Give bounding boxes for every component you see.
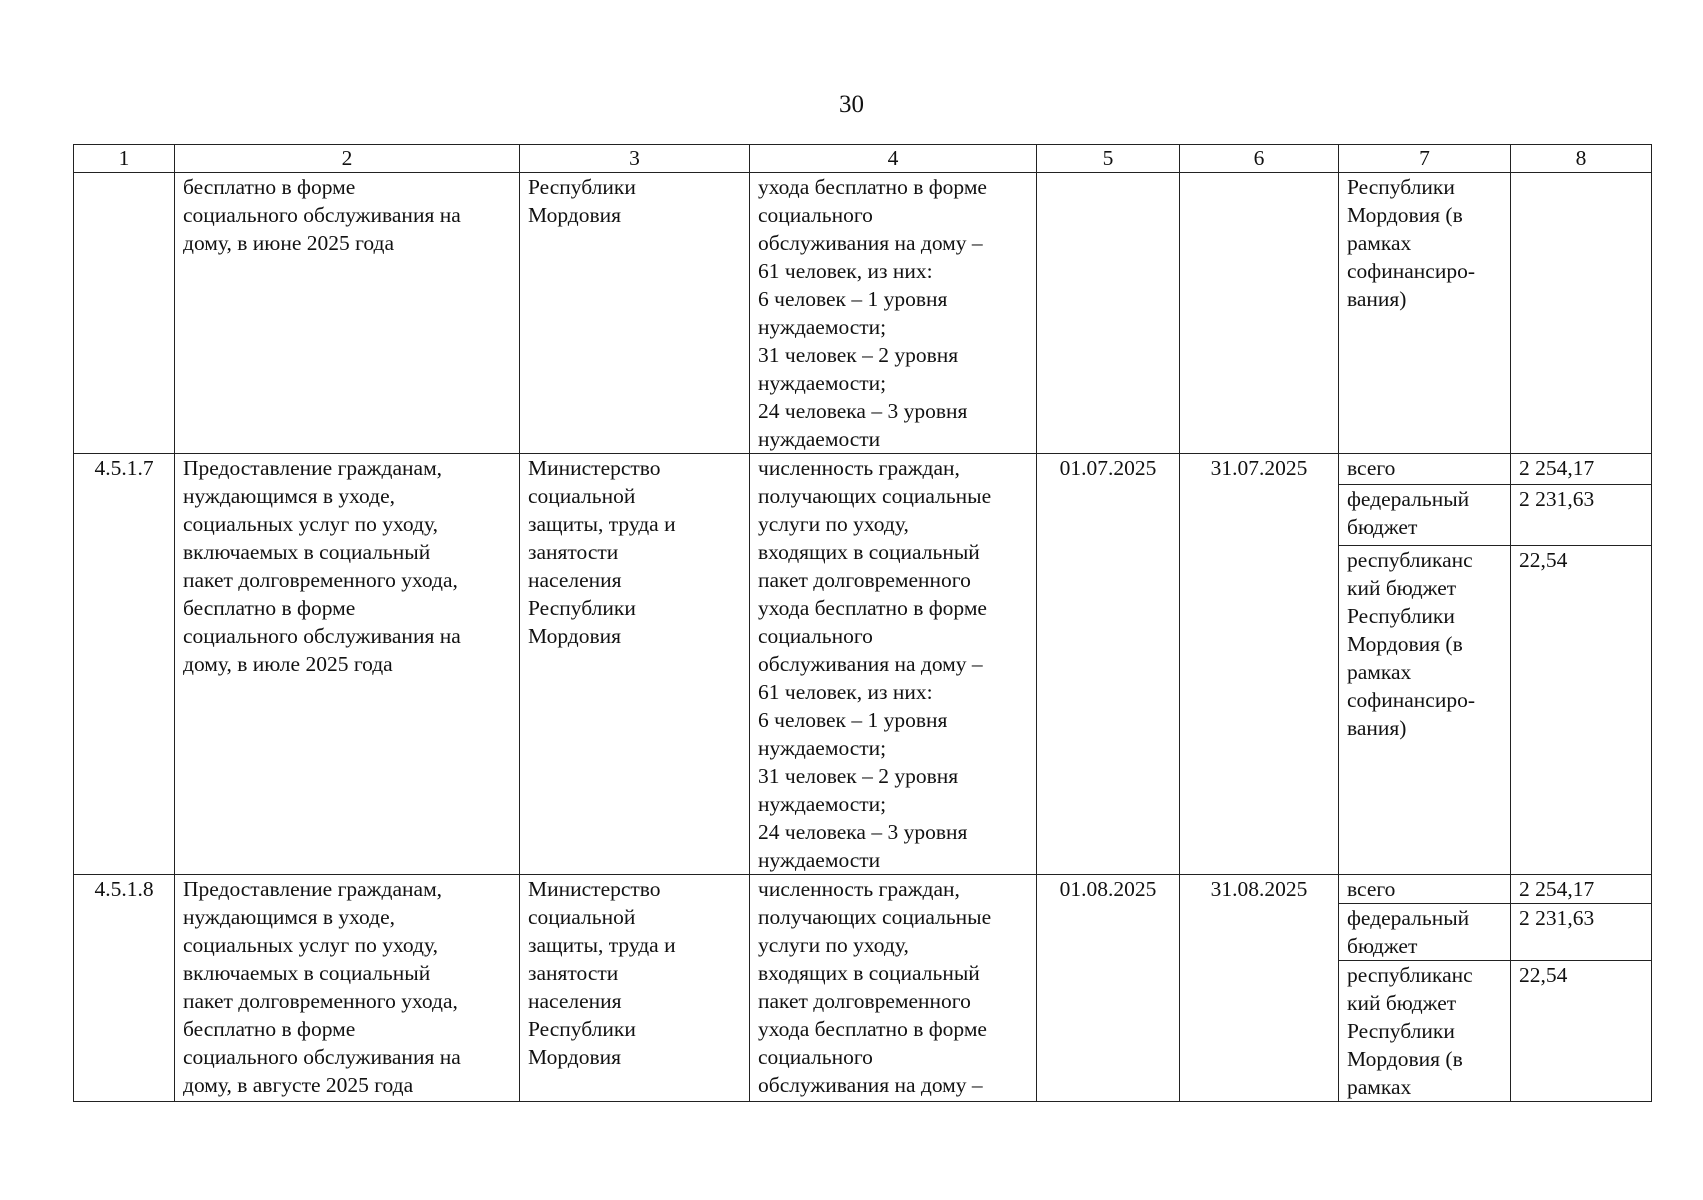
- measure-name: [175, 875, 520, 1102]
- funding-amount: [1511, 173, 1652, 454]
- text-line: Предоставление гражданам,: [183, 456, 443, 480]
- text-line: Республики: [1347, 1019, 1455, 1043]
- table-row: [74, 875, 1652, 904]
- funding-amount: 22,54: [1511, 961, 1652, 1102]
- text-line: нуждаемости: [758, 427, 881, 451]
- text-line: входящих в социальный: [758, 961, 980, 985]
- executor: [520, 173, 750, 454]
- column-header: 7: [1339, 145, 1511, 173]
- text-line: нуждаемости: [758, 848, 881, 872]
- funding-source: [1339, 875, 1511, 904]
- indicator: [750, 173, 1037, 454]
- start-date: 01.08.2025: [1037, 875, 1180, 1102]
- funding-source: [1339, 904, 1511, 961]
- text-line: Республики: [1347, 175, 1455, 199]
- text-line: 31 человек – 2 уровня: [758, 343, 959, 367]
- text-line: нуждаемости;: [758, 792, 887, 816]
- text-line: 31 человек – 2 уровня: [758, 764, 959, 788]
- text-line: нуждаемости;: [758, 736, 887, 760]
- text-line: республиканс: [1347, 963, 1473, 987]
- text-line: получающих социальные: [758, 905, 992, 929]
- column-header: 5: [1037, 145, 1180, 173]
- measure-number: [74, 173, 175, 454]
- text-line: 6 человек – 1 уровня: [758, 287, 948, 311]
- text-line: софинансиро-: [1347, 259, 1475, 283]
- text-line: бесплатно в форме: [183, 596, 356, 620]
- text-line: Республики: [528, 1017, 636, 1041]
- text-line: вания): [1347, 716, 1407, 741]
- indicator: [750, 875, 1037, 1102]
- column-header: 2: [175, 145, 520, 173]
- page-number: 30: [839, 91, 864, 118]
- table-row: [74, 454, 1652, 485]
- column-number-row: [74, 145, 1652, 173]
- text-line: ухода бесплатно в форме: [758, 175, 987, 199]
- funding-amount: 22,54: [1511, 546, 1652, 875]
- text-line: социального обслуживания на: [183, 203, 461, 227]
- text-line: Министерство: [528, 877, 661, 901]
- end-date: 31.08.2025: [1180, 875, 1339, 1102]
- column-header: 6: [1180, 145, 1339, 173]
- text-line: занятости: [528, 540, 619, 564]
- text-line: ухода бесплатно в форме: [758, 1017, 987, 1041]
- funding-amount: 2 231,63: [1511, 485, 1652, 546]
- text-line: рамках: [1347, 1075, 1412, 1099]
- text-line: кий бюджет: [1347, 991, 1457, 1015]
- executor: [520, 875, 750, 1102]
- indicator: [750, 454, 1037, 875]
- funding-source: [1339, 961, 1511, 1102]
- funding-source: [1339, 454, 1511, 485]
- text-line: социальной: [528, 484, 636, 508]
- funding-amount: 2 254,17: [1511, 875, 1652, 904]
- text-line: 6 человек – 1 уровня: [758, 708, 948, 732]
- measure-number: 4.5.1.7: [74, 454, 175, 875]
- text-line: ухода бесплатно в форме: [758, 596, 987, 620]
- text-line: социального: [758, 1045, 873, 1069]
- end-date: [1180, 173, 1339, 454]
- text-line: 24 человека – 3 уровня: [758, 399, 968, 423]
- text-line: федеральный: [1347, 906, 1470, 930]
- end-date: 31.07.2025: [1180, 454, 1339, 875]
- text-line: нуждаемости;: [758, 315, 887, 339]
- text-line: социальных услуг по уходу,: [183, 512, 438, 536]
- text-line: Министерство: [528, 456, 661, 480]
- text-line: включаемых в социальный: [183, 961, 431, 985]
- text-line: включаемых в социальный: [183, 540, 431, 564]
- text-line: численность граждан,: [758, 456, 960, 480]
- text-line: нуждаемости;: [758, 371, 887, 395]
- text-line: Мордовия (в: [1347, 203, 1463, 227]
- text-line: пакет долговременного: [758, 568, 971, 592]
- text-line: всего: [1347, 456, 1396, 480]
- text-line: пакет долговременного ухода,: [183, 568, 458, 592]
- text-line: получающих социальные: [758, 484, 992, 508]
- text-line: бюджет: [1347, 515, 1418, 540]
- executor: [520, 454, 750, 875]
- text-line: защиты, труда и: [528, 512, 676, 536]
- text-line: Мордовия: [528, 203, 622, 227]
- text-line: защиты, труда и: [528, 933, 676, 957]
- funding-amount: 2 231,63: [1511, 904, 1652, 961]
- text-line: республиканс: [1347, 548, 1473, 573]
- text-line: пакет долговременного ухода,: [183, 989, 458, 1013]
- column-header: 3: [520, 145, 750, 173]
- text-line: социального обслуживания на: [183, 1045, 461, 1069]
- text-line: нуждающимся в уходе,: [183, 484, 396, 508]
- text-line: Предоставление гражданам,: [183, 877, 443, 901]
- text-line: бюджет: [1347, 934, 1418, 958]
- funding-source: [1339, 485, 1511, 546]
- text-line: Республики: [528, 175, 636, 199]
- text-line: входящих в социальный: [758, 540, 980, 564]
- column-header: 8: [1511, 145, 1652, 173]
- text-line: Мордовия: [528, 624, 622, 648]
- measures-table: [73, 144, 1652, 1102]
- text-line: 61 человек, из них:: [758, 680, 933, 704]
- column-header: 1: [74, 145, 175, 173]
- start-date: [1037, 173, 1180, 454]
- column-header: 4: [750, 145, 1037, 173]
- text-line: населения: [528, 989, 622, 1013]
- text-line: вания): [1347, 287, 1407, 311]
- table-row: [74, 173, 1652, 454]
- measure-name: [175, 173, 520, 454]
- text-line: социального: [758, 624, 873, 648]
- text-line: 61 человек, из них:: [758, 259, 933, 283]
- text-line: рамках: [1347, 231, 1412, 255]
- text-line: федеральный: [1347, 487, 1470, 512]
- text-line: дому, в июле 2025 года: [183, 652, 393, 676]
- text-line: обслуживания на дому –: [758, 231, 983, 255]
- text-line: населения: [528, 568, 622, 592]
- text-line: социальных услуг по уходу,: [183, 933, 438, 957]
- text-line: обслуживания на дому –: [758, 1073, 983, 1097]
- measure-number: 4.5.1.8: [74, 875, 175, 1102]
- text-line: численность граждан,: [758, 877, 960, 901]
- text-line: занятости: [528, 961, 619, 985]
- text-line: нуждающимся в уходе,: [183, 905, 396, 929]
- table-body: [74, 145, 1652, 1102]
- measure-name: [175, 454, 520, 875]
- text-line: всего: [1347, 877, 1396, 901]
- text-line: софинансиро-: [1347, 688, 1475, 713]
- text-line: Республики: [1347, 604, 1455, 629]
- text-line: услуги по уходу,: [758, 512, 909, 536]
- text-line: 24 человека – 3 уровня: [758, 820, 968, 844]
- text-line: Мордовия (в: [1347, 1047, 1463, 1071]
- text-line: Республики: [528, 596, 636, 620]
- text-line: дому, в июне 2025 года: [183, 231, 395, 255]
- text-line: Мордовия (в: [1347, 632, 1463, 657]
- text-line: пакет долговременного: [758, 989, 971, 1013]
- text-line: кий бюджет: [1347, 576, 1457, 601]
- start-date: 01.07.2025: [1037, 454, 1180, 875]
- text-line: услуги по уходу,: [758, 933, 909, 957]
- text-line: дому, в августе 2025 года: [183, 1073, 414, 1097]
- text-line: Мордовия: [528, 1045, 622, 1069]
- funding-source: [1339, 546, 1511, 875]
- text-line: социального обслуживания на: [183, 624, 461, 648]
- text-line: обслуживания на дому –: [758, 652, 983, 676]
- text-line: бесплатно в форме: [183, 175, 356, 199]
- text-line: рамках: [1347, 660, 1412, 685]
- funding-source: [1339, 173, 1511, 454]
- text-line: социального: [758, 203, 873, 227]
- funding-amount: 2 254,17: [1511, 454, 1652, 485]
- text-line: бесплатно в форме: [183, 1017, 356, 1041]
- text-line: социальной: [528, 905, 636, 929]
